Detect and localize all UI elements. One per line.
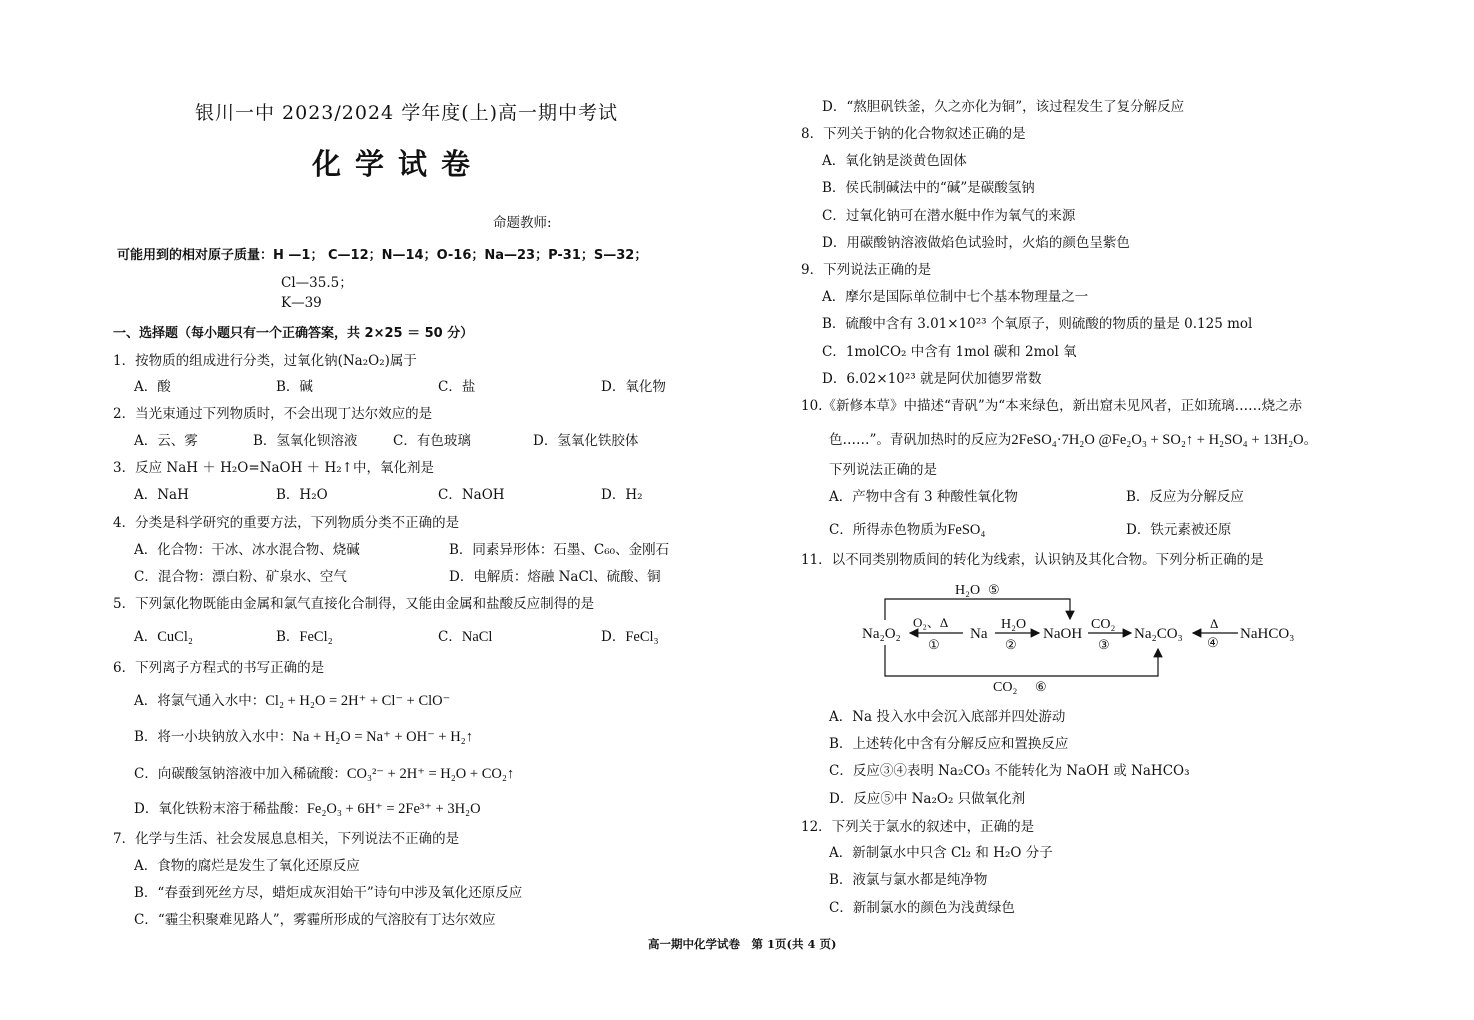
q7-option-c: C．“霾尘积聚难见路人”，雾霾所形成的气溶胶有丁达尔效应 [134, 912, 496, 928]
step-number-5: ⑤ [988, 582, 1000, 597]
q8-stem: 8．下列关于钠的化合物叙述正确的是 [801, 126, 1026, 142]
q3-stem: 3．反应 NaH ＋ H₂O=NaOH ＋ H₂↑中，氧化剂是 [113, 460, 434, 476]
q9-option-c: C．1molCO₂ 中含有 1mol 碳和 2mol 氧 [822, 344, 1077, 360]
q11-option-a: A．Na 投入水中会沉入底部并四处游动 [829, 709, 1066, 725]
q9-option-a: A．摩尔是国际单位制中七个基本物理量之一 [822, 289, 1089, 305]
q12-stem: 12．下列关于氯水的叙述中，正确的是 [801, 819, 1035, 835]
q5-option-c [438, 625, 492, 646]
q5-option-a-formula: CuCl₂ [157, 629, 193, 645]
q10-option-b: B．反应为分解反应 [1126, 489, 1244, 505]
q10-stem2: 色……”。青矾加热时的反应为 [829, 432, 1012, 448]
species-na: Na [970, 626, 988, 642]
q11-conversion-diagram [855, 575, 1315, 700]
step-number-4: ④ [1207, 635, 1219, 650]
q5-option-d-formula: FeCl₃ [625, 629, 659, 645]
q6-option-d-label: D．氧化铁粉末溶于稀盐酸： [134, 801, 307, 817]
q5-option-b [276, 625, 333, 646]
q4-stem: 4．分类是科学研究的重要方法，下列物质分类不正确的是 [113, 515, 460, 531]
q10-option-c [829, 518, 985, 539]
q9-option-d: D．6.02×10²³ 就是阿伏加德罗常数 [822, 371, 1042, 387]
q10-stem-line3: 下列说法正确的是 [829, 462, 937, 478]
q2-option-c: C．有色玻璃 [393, 433, 471, 449]
q7-option-a: A．食物的腐烂是发生了氧化还原反应 [134, 858, 360, 874]
q4-option-c: C．混合物：漂白粉、矿泉水、空气 [134, 569, 347, 585]
q5-stem: 5．下列氯化物既能由金属和氯气直接化合制得，又能由金属和盐酸反应制得的是 [113, 596, 595, 612]
atomic-masses-line3: K—39 [281, 295, 322, 311]
q6-option-a-equation: Cl₂ + H₂O = 2H⁺ + Cl⁻ + ClO⁻ [265, 693, 451, 709]
q9-option-b: B．硫酸中含有 3.01×10²³ 个氧原子，则硫酸的物质的量是 0.125 mol [822, 316, 1253, 332]
q2-option-d: D．氢氧化铁胶体 [533, 433, 639, 449]
q4-option-a: A．化合物：干冰、冰水混合物、烧碱 [134, 542, 360, 558]
exam-title: 银川一中 2023/2024 学年度(上)高一期中考试 [195, 102, 619, 124]
subject-title: 化学试卷 [312, 147, 485, 181]
q9-stem: 9．下列说法正确的是 [801, 262, 932, 278]
q8-option-d: D．用碳酸钠溶液做焰色试验时，火焰的颜色呈紫色 [822, 235, 1130, 251]
step-number-1: ① [928, 637, 940, 652]
species-na2o2: Na₂O₂ [862, 626, 901, 642]
q5-option-d [601, 625, 659, 646]
q1-option-b: B．碱 [276, 379, 313, 395]
q5-option-b-formula: FeCl₂ [299, 629, 333, 645]
q1-option-d: D．氧化物 [601, 379, 666, 395]
condition-3: CO₂ [1091, 617, 1116, 632]
atomic-masses-line2: Cl—35.5； [281, 275, 353, 291]
q1-option-c: C．盐 [438, 379, 476, 395]
q6-option-b-equation: Na + H₂O = Na⁺ + OH⁻ + H₂↑ [292, 729, 473, 745]
q8-option-a: A．氧化钠是淡黄色固体 [822, 153, 967, 169]
condition-4: Δ [1210, 616, 1219, 631]
atomic-masses-line1: 可能用到的相对原子质量：H —1； C—12；N—14；O-16；Na—23；P-31；S—32； [117, 248, 648, 263]
q1-stem: 1．按物质的组成进行分类，过氧化钠(Na₂O₂)属于 [113, 353, 417, 369]
q5-option-a-label: A． [134, 629, 158, 645]
species-nahco3: NaHCO₃ [1240, 626, 1295, 642]
q2-option-b: B．氢氧化钡溶液 [253, 433, 358, 449]
page-footer: 高一期中化学试卷 第 1页(共 4 页) [648, 937, 837, 951]
q12-option-c: C．新制氯水的颜色为浅黄绿色 [829, 900, 1015, 916]
q6-option-d-equation: Fe₂O₃ + 6H⁺ = 2Fe³⁺ + 3H₂O [306, 801, 481, 817]
q3-option-d: D．H₂ [601, 487, 643, 503]
q6-option-a [134, 689, 450, 710]
q5-option-b-label: B． [276, 629, 300, 645]
q5-option-a [134, 625, 193, 646]
species-naoh: NaOH [1043, 626, 1083, 642]
step-number-2: ② [1005, 637, 1017, 652]
q3-option-b: B．H₂O [276, 487, 328, 503]
section-heading: 一、选择题（每小题只有一个正确答案，共 2×25 ＝ 50 分） [113, 326, 474, 341]
q8-option-b: B．侯氏制碱法中的“碱”是碳酸氢钠 [822, 180, 1035, 196]
q6-option-d [134, 797, 481, 818]
q10-option-a: A．产物中含有 3 种酸性氧化物 [829, 489, 1018, 505]
q11-option-c: C．反应③④表明 Na₂CO₃ 不能转化为 NaOH 或 NaHCO₃ [829, 763, 1190, 779]
q6-option-c [134, 762, 514, 783]
q6-option-b [134, 725, 473, 746]
condition-6: CO₂ [993, 680, 1018, 695]
step-number-3: ③ [1098, 637, 1110, 652]
q10-stem: 10.《新修本草》中描述“青矾”为“本来绿色，新出窟未见风者，正如琉璃……烧之赤 [801, 398, 1303, 414]
condition-5: H₂O [955, 583, 981, 598]
q11-option-b: B．上述转化中含有分解反应和置换反应 [829, 736, 1069, 752]
step-number-6: ⑥ [1035, 679, 1047, 694]
q6-stem: 6．下列离子方程式的书写正确的是 [113, 660, 325, 676]
arrow-6 [885, 645, 1158, 676]
q4-option-d: D．电解质：熔融 NaCl、硫酸、铜 [449, 569, 661, 585]
q12-option-b: B．液氯与氯水都是纯净物 [829, 872, 988, 888]
q7-option-b: B．“春蚕到死丝方尽，蜡炬成灰泪始干”诗句中涉及氧化还原反应 [134, 885, 523, 901]
q10-stem-end: 。 [1303, 432, 1318, 448]
q4-option-b: B．同素异形体：石墨、C₆₀、金刚石 [449, 542, 670, 558]
condition-2: H₂O [1001, 617, 1027, 632]
q10-option-c-formula: FeSO₄ [947, 522, 986, 538]
q3-option-c: C．NaOH [438, 487, 505, 503]
q2-option-a: A．云、雾 [134, 433, 198, 449]
species-na2co3: Na₂CO₃ [1134, 626, 1183, 642]
q2-stem: 2．当光束通过下列物质时，不会出现丁达尔效应的是 [113, 406, 433, 422]
q10-reaction-equation: 2FeSO₄·7H₂O @Fe₂O₃ + SO₂↑ + H₂SO₄ + 13H₂O [1011, 432, 1304, 448]
q6-option-a-label: A．将氯气通入水中： [134, 693, 266, 709]
q10-option-d: D．铁元素被还原 [1126, 522, 1232, 538]
q5-option-c-formula: NaCl [461, 629, 493, 645]
q6-option-c-equation: CO₃²⁻ + 2H⁺ = H₂O + CO₂↑ [346, 766, 515, 782]
condition-1: O₂、Δ [913, 615, 949, 630]
q3-option-a: A．NaH [134, 487, 189, 503]
q10-stem-line2 [829, 428, 1317, 449]
q10-option-c-label: C．所得赤色物质为 [829, 522, 948, 538]
q11-option-d: D．反应⑤中 Na₂O₂ 只做氧化剂 [829, 791, 1026, 807]
q11-stem: 11．以不同类别物质间的转化为线索，认识钠及其化合物。下列分析正确的是 [801, 552, 1264, 568]
q8-option-c: C．过氧化钠可在潜水艇中作为氧气的来源 [822, 208, 1076, 224]
q12-option-a: A．新制氯水中只含 Cl₂ 和 H₂O 分子 [829, 845, 1053, 861]
teacher-label: 命题教师: [493, 215, 552, 231]
q7-option-d: D．“熬胆矾铁釜，久之亦化为铜”，该过程发生了复分解反应 [822, 99, 1185, 115]
q6-option-b-label: B．将一小块钠放入水中： [134, 729, 293, 745]
q7-stem: 7．化学与生活、社会发展息息相关，下列说法不正确的是 [113, 831, 460, 847]
q5-option-c-label: C． [438, 629, 462, 645]
q5-option-d-label: D． [601, 629, 626, 645]
q1-option-a: A．酸 [134, 379, 171, 395]
q6-option-c-label: C．向碳酸氢钠溶液中加入稀硫酸： [134, 766, 347, 782]
